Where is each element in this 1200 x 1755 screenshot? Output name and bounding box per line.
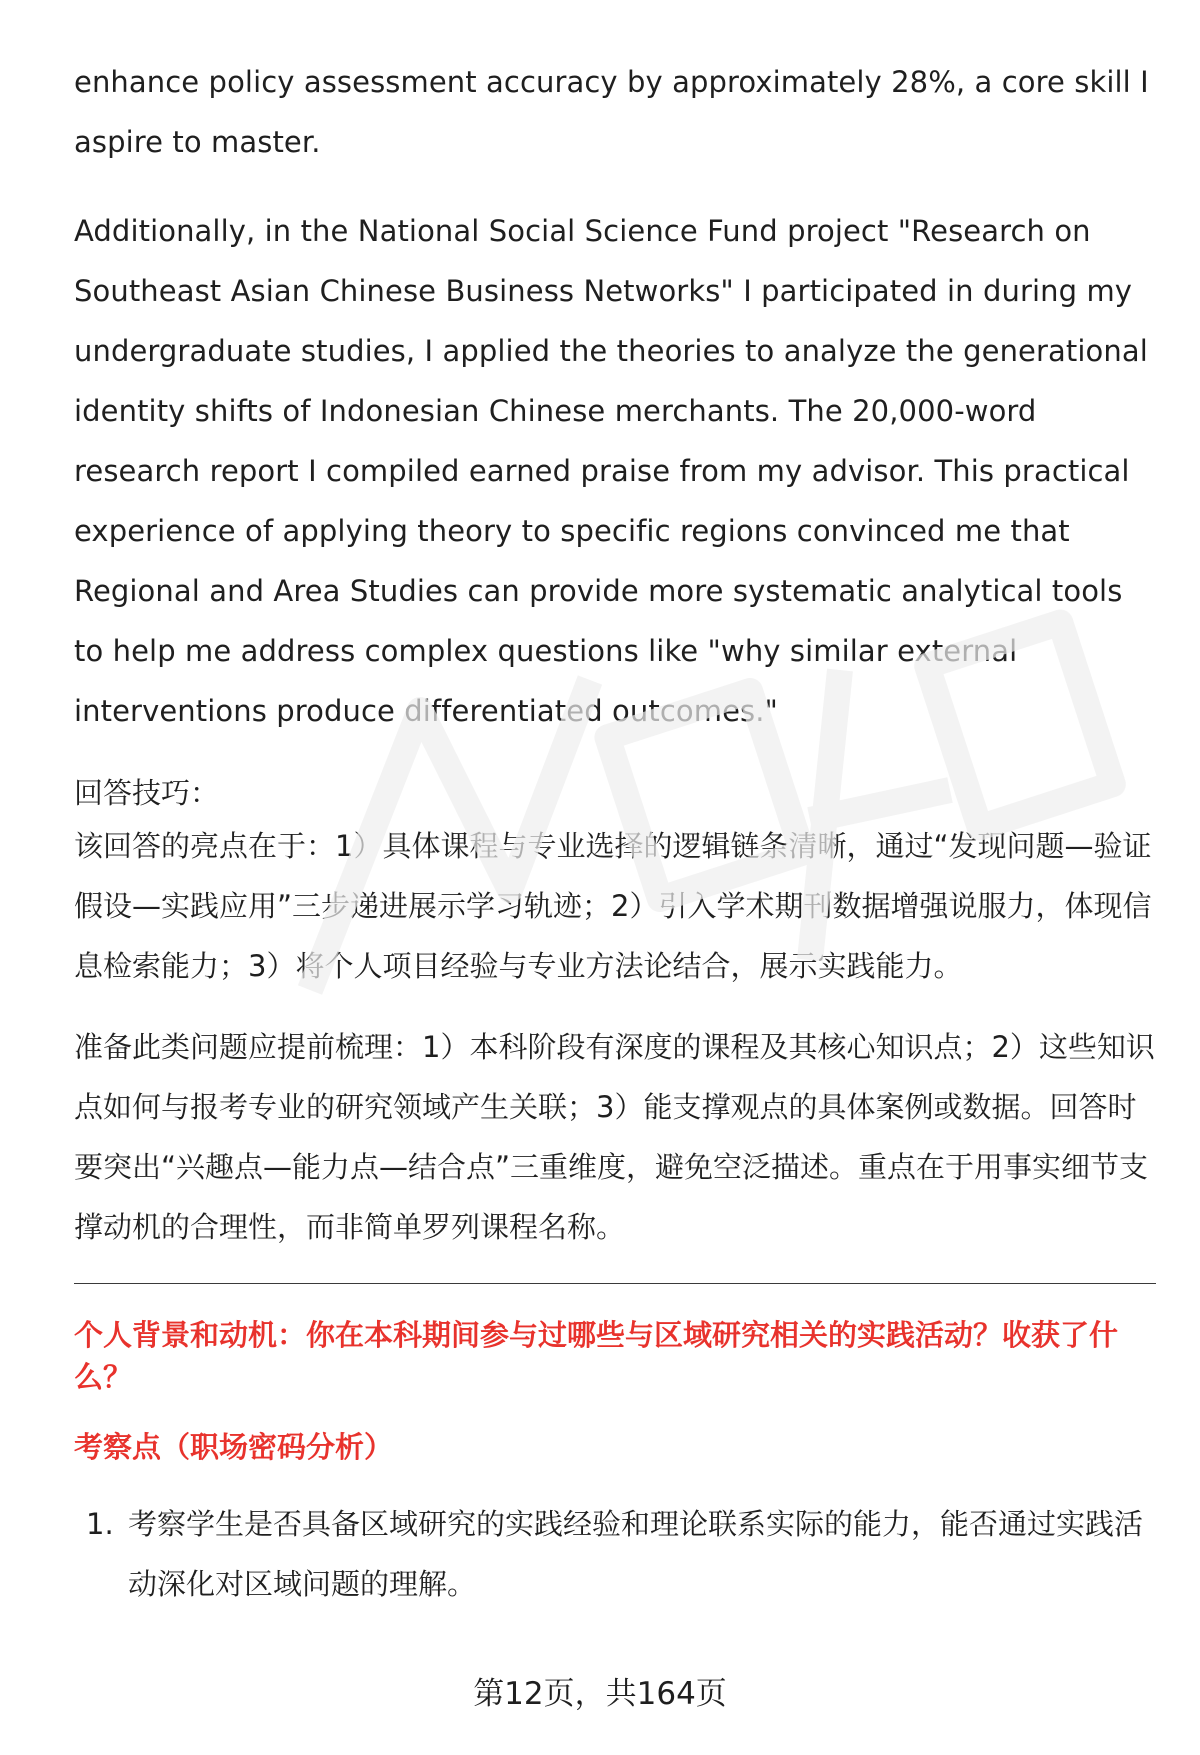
assessment-subheading: 考察点（职场密码分析） (74, 1430, 394, 1464)
body-paragraph-2: Additionally, in the National Social Science Fund project "Research on Southeast Asian Chinese Business Networks" I participated in during my undergraduate studies, I applied the theories to analyze the generational identity shifts of Indonesian Chinese merchants. The 20,000-word research report I compiled earned praise from my advisor. This practical experience of applying theory to specific regions convinced me that Regional and Area Studies can provide more systematic analytical tools to help me address complex questions like "why similar external interventions produce differentiated outcomes." (74, 214, 1148, 728)
assessment-list (74, 1494, 1156, 1614)
tips-paragraph-1: 该回答的亮点在于：1）具体课程与专业选择的逻辑链条清晰，通过“发现问题—验证假设—实践应用”三步递进展示学习轨迹；2）引入学术期刊数据增强说服力，体现信息检索能力；3）将个人项目经验与专业方法论结合，展示实践能力。 (74, 829, 1152, 983)
document-page (74, 52, 1156, 1614)
body-paragraph-1: enhance policy assessment accuracy by approximately 28%, a core skill I aspire to master. (74, 65, 1149, 159)
tips-label: 回答技巧： (74, 776, 220, 810)
list-item (74, 1494, 1156, 1614)
question-title: 个人背景和动机：你在本科期间参与过哪些与区域研究相关的实践活动？收获了什么？ (74, 1318, 1119, 1394)
page-number: 第12页，共164页 (473, 1676, 727, 1712)
list-item-text: 考察学生是否具备区域研究的实践经验和理论联系实际的能力，能否通过实践活动深化对区域问题的理解。 (128, 1507, 1144, 1601)
list-item-number: 1. (86, 1507, 114, 1541)
tips-paragraph-2: 准备此类问题应提前梳理：1）本科阶段有深度的课程及其核心知识点；2）这些知识点如何与报考专业的研究领域产生关联；3）能支撑观点的具体案例或数据。回答时要突出“兴趣点—能力点—结合点”三重维度，避免空泛描述。重点在于用事实细节支撑动机的合理性，而非简单罗列课程名称。 (74, 1030, 1155, 1244)
section-divider (74, 1283, 1156, 1284)
